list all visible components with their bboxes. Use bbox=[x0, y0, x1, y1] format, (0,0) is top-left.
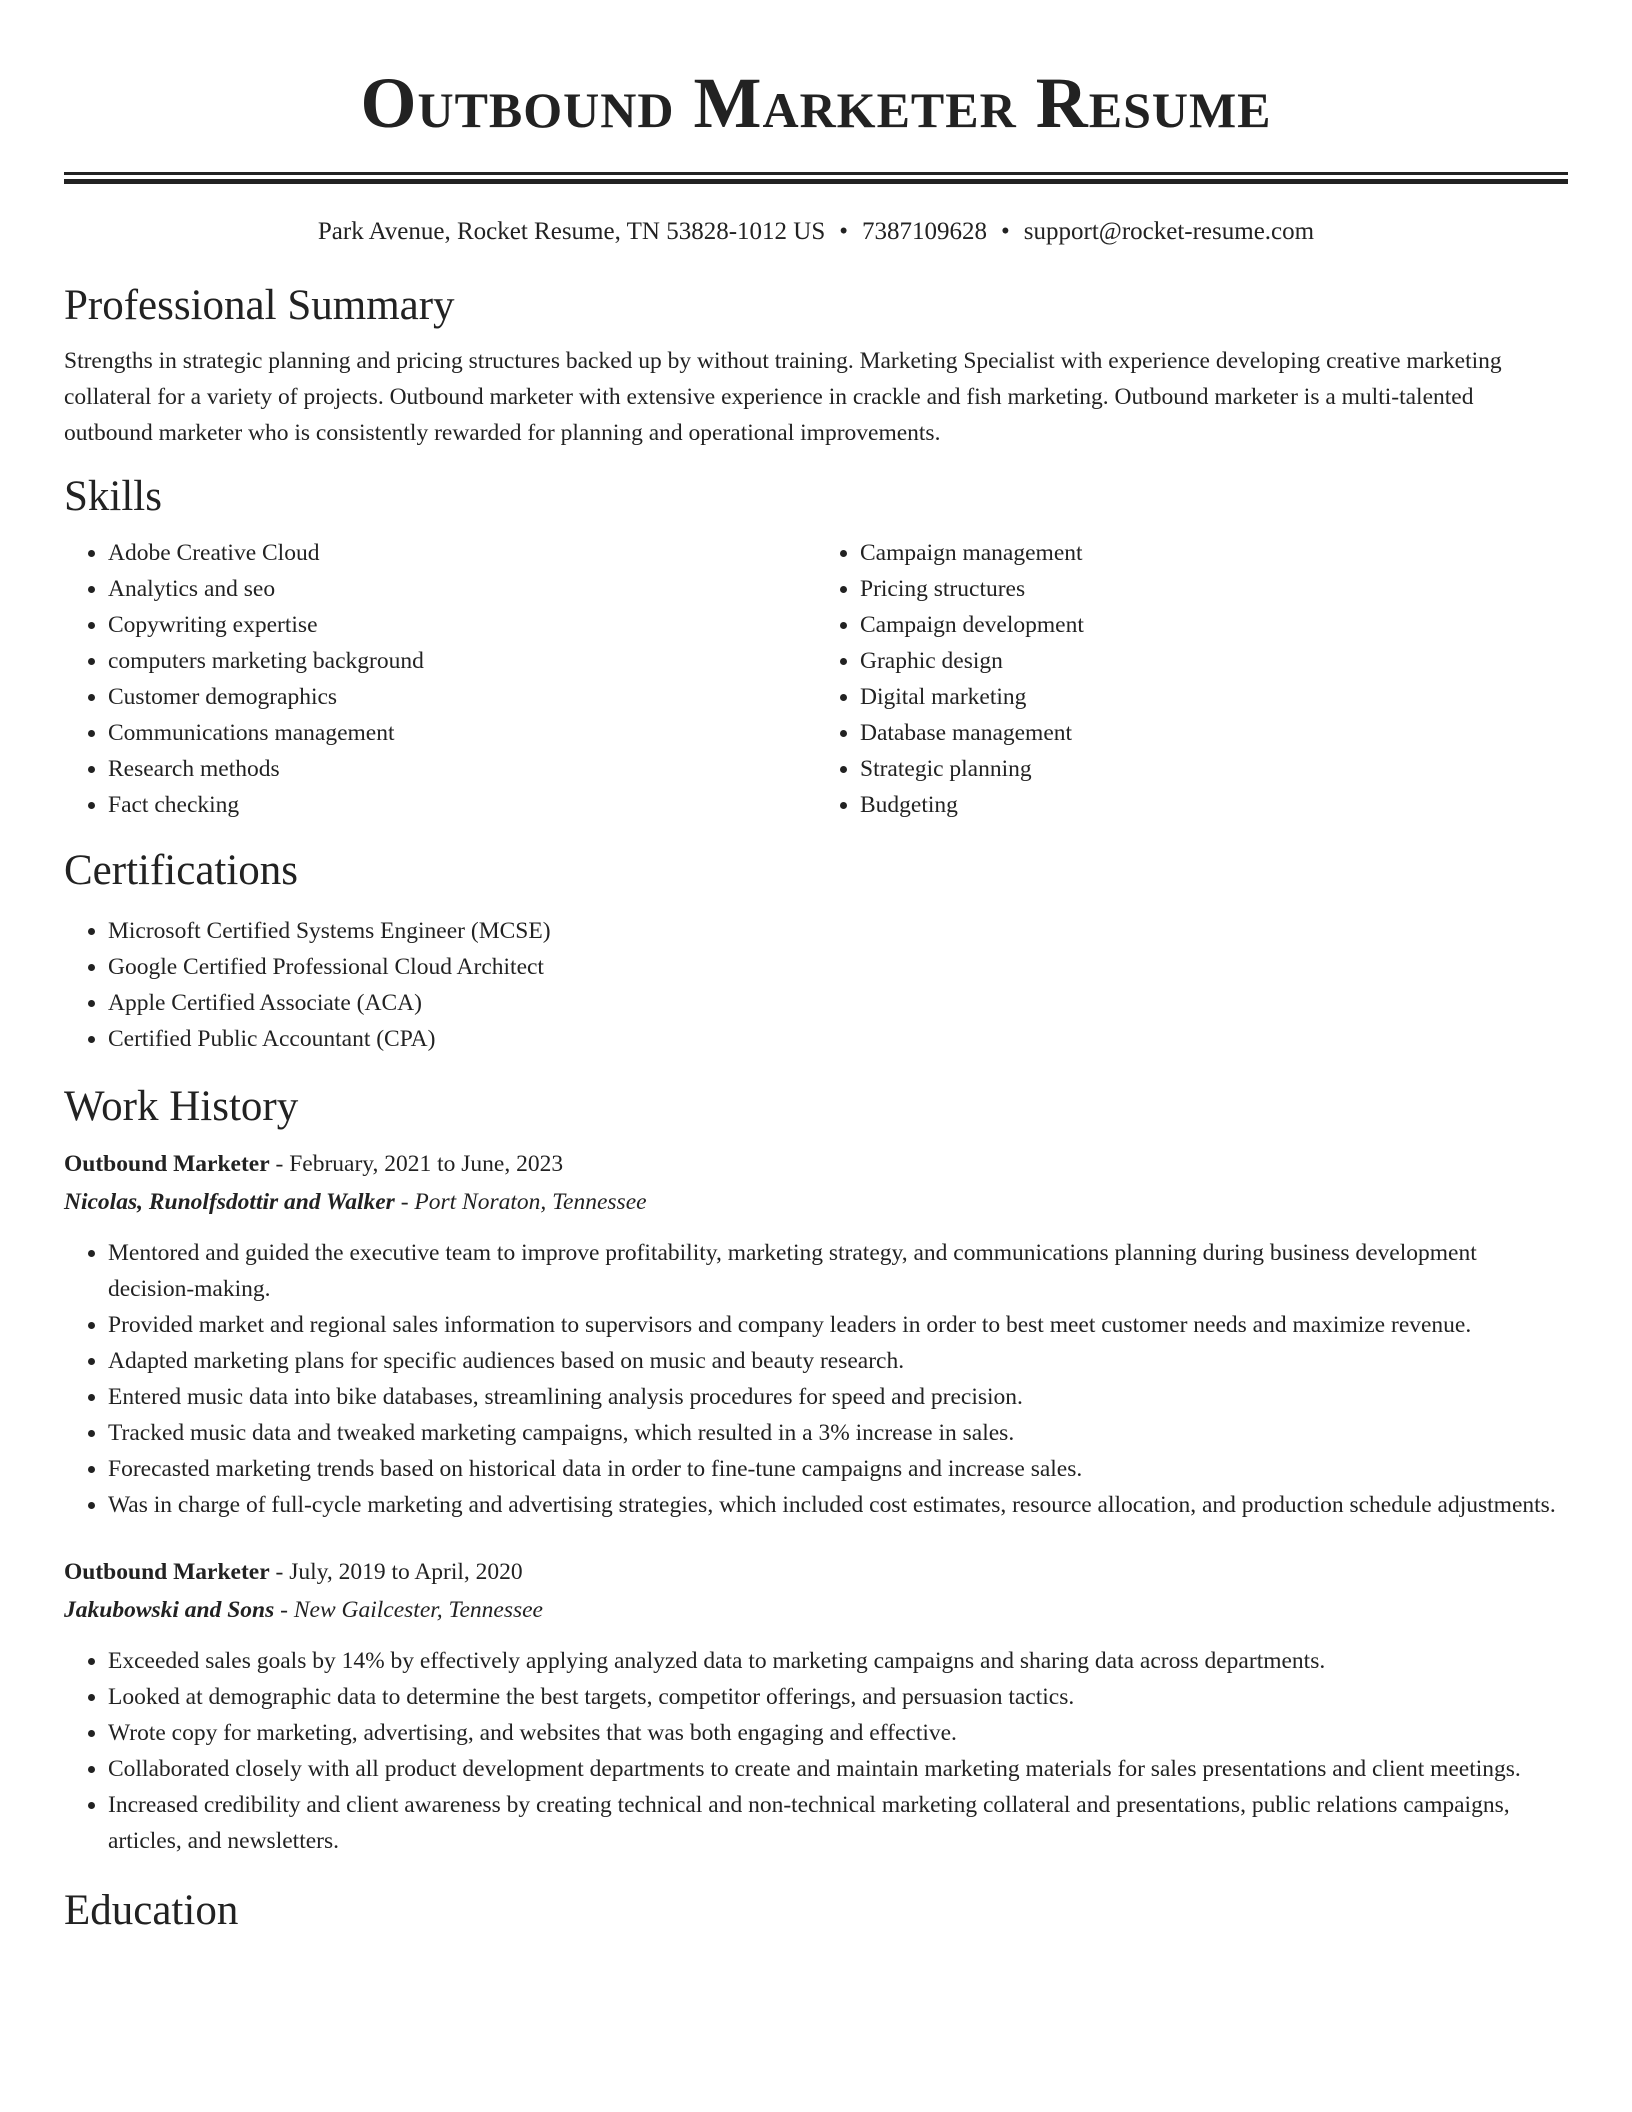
resume-title: Outbound Marketer Resume bbox=[360, 63, 1272, 143]
job-bullet: • Increased credibility and client awareness by creating technical and non-technical marketing collateral and presentations, public relations campaigns, articles, and newsletters. bbox=[108, 1787, 1568, 1859]
job-dates: - July, 2019 to April, 2020 bbox=[269, 1559, 523, 1585]
certification-item: • Certified Public Accountant (CPA) bbox=[108, 1021, 1568, 1057]
job-bullet: • Mentored and guided the executive team to improve profitability, marketing strategy, and communications planning during business development decision-making. bbox=[108, 1235, 1568, 1307]
job-bullet: • Tracked music data and tweaked marketing campaigns, which resulted in a 3% increase in sales. bbox=[108, 1415, 1568, 1451]
job-bullet-list bbox=[64, 1643, 1568, 1859]
job-role: Outbound Marketer bbox=[64, 1559, 270, 1585]
skills-heading: Skills bbox=[64, 473, 162, 520]
job-entry bbox=[64, 1145, 1568, 1523]
job-bullet: • Wrote copy for marketing, advertising, and websites that was both engaging and effective. bbox=[108, 1715, 1568, 1751]
skills-columns bbox=[64, 535, 1568, 823]
job-bullet: • Looked at demographic data to determine the best targets, competitor offerings, and persuasion tactics. bbox=[108, 1679, 1568, 1715]
skills-section bbox=[64, 469, 1568, 823]
certification-item: • Microsoft Certified Systems Engineer (MCSE) bbox=[108, 913, 1568, 949]
skill-item: • Campaign management bbox=[860, 535, 1568, 571]
skill-item: • Fact checking bbox=[108, 787, 816, 823]
certification-item: • Google Certified Professional Cloud Architect bbox=[108, 949, 1568, 985]
certifications-heading: Certifications bbox=[64, 847, 299, 894]
skill-item: • Digital marketing bbox=[860, 679, 1568, 715]
job-bullet: • Forecasted marketing trends based on historical data in order to fine-tune campaigns and increase sales. bbox=[108, 1451, 1568, 1487]
job-location: - New Gailcester, Tennessee bbox=[274, 1597, 543, 1623]
summary-text: Strengths in strategic planning and pricing structures backed up by without training. Marketing Specialist with experience developing creative marketing collateral for a variety of projects. Outbound marketer with extensive experience in crackle and fish marketing. Outbound marketer is a multi-talented outbound marketer who is consistently rewarded for planning and operational improvements. bbox=[64, 348, 1502, 446]
skill-item: • Graphic design bbox=[860, 643, 1568, 679]
job-bullet: • Exceeded sales goals by 14% by effectively applying analyzed data to marketing campaigns and sharing data across departments. bbox=[108, 1643, 1568, 1679]
summary-section bbox=[64, 278, 1568, 451]
contact-separator: • bbox=[839, 218, 849, 245]
job-entry bbox=[64, 1553, 1568, 1859]
skill-item: • computers marketing background bbox=[108, 643, 816, 679]
skills-list-right bbox=[816, 535, 1568, 823]
education-section bbox=[64, 1883, 1568, 1939]
certifications-section bbox=[64, 843, 1568, 1057]
skill-item: • Campaign development bbox=[860, 607, 1568, 643]
work-history-heading: Work History bbox=[64, 1083, 299, 1130]
contact-address: Park Avenue, Rocket Resume, TN 53828-1012 US bbox=[317, 218, 826, 245]
skill-item: • Communications management bbox=[108, 715, 816, 751]
skill-item: • Copywriting expertise bbox=[108, 607, 816, 643]
summary-heading: Professional Summary bbox=[64, 282, 455, 329]
skill-item: • Budgeting bbox=[860, 787, 1568, 823]
title-divider bbox=[64, 172, 1568, 184]
job-bullet: • Adapted marketing plans for specific audiences based on music and beauty research. bbox=[108, 1343, 1568, 1379]
contact-separator: • bbox=[1001, 218, 1010, 245]
job-dates: - February, 2021 to June, 2023 bbox=[269, 1151, 564, 1177]
job-location: - Port Noraton, Tennessee bbox=[394, 1189, 647, 1215]
job-role: Outbound Marketer bbox=[64, 1151, 270, 1177]
skills-list-left bbox=[64, 535, 816, 823]
certifications-list bbox=[64, 913, 1568, 1057]
job-title-line bbox=[64, 1553, 1568, 1591]
job-bullet: • Was in charge of full-cycle marketing and advertising strategies, which included cost estimates, resource allocation, and production schedule adjustments. bbox=[108, 1487, 1568, 1523]
job-bullet-list bbox=[64, 1235, 1568, 1523]
contact-email: support@rocket-resume.com bbox=[1023, 218, 1315, 245]
job-company: Nicolas, Runolfsdottir and Walker bbox=[64, 1189, 395, 1215]
skill-item: • Database management bbox=[860, 715, 1568, 751]
contact-line bbox=[64, 214, 1568, 250]
contact-phone: 7387109628 bbox=[862, 218, 988, 245]
education-heading: Education bbox=[64, 1887, 239, 1934]
skill-item: • Strategic planning bbox=[860, 751, 1568, 787]
skill-item: • Analytics and seo bbox=[108, 571, 816, 607]
skill-item: • Research methods bbox=[108, 751, 816, 787]
job-company: Jakubowski and Sons bbox=[64, 1597, 275, 1623]
job-company-line bbox=[64, 1183, 1568, 1221]
skill-item: • Adobe Creative Cloud bbox=[108, 535, 816, 571]
skill-item: • Pricing structures bbox=[860, 571, 1568, 607]
work-history-section bbox=[64, 1079, 1568, 1859]
certification-item: • Apple Certified Associate (ACA) bbox=[108, 985, 1568, 1021]
job-bullet: • Provided market and regional sales information to supervisors and company leaders in order to best meet customer needs and maximize revenue. bbox=[108, 1307, 1568, 1343]
job-title-line bbox=[64, 1145, 1568, 1183]
skill-item: • Customer demographics bbox=[108, 679, 816, 715]
job-bullet: • Collaborated closely with all product development departments to create and maintain marketing materials for sales presentations and client meetings. bbox=[108, 1751, 1568, 1787]
job-bullet: • Entered music data into bike databases, streamlining analysis procedures for speed and precision. bbox=[108, 1379, 1568, 1415]
job-company-line bbox=[64, 1591, 1568, 1629]
